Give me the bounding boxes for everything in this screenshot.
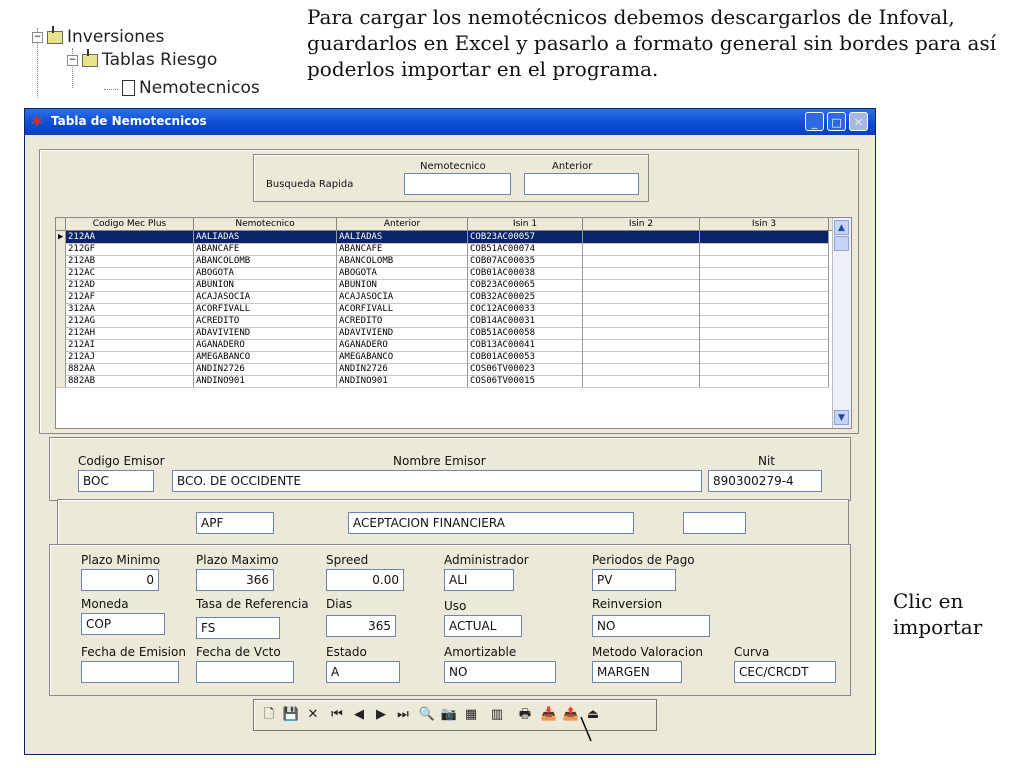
table-cell[interactable]: 212AI bbox=[66, 339, 194, 351]
nemotecnicos-window bbox=[24, 108, 876, 755]
table-cell[interactable]: ANDINO901 bbox=[337, 375, 468, 387]
fecha-emision-field[interactable] bbox=[81, 661, 179, 683]
table-row[interactable] bbox=[56, 375, 829, 388]
table-cell[interactable] bbox=[583, 279, 700, 291]
table-cell[interactable]: ANDIN2726 bbox=[337, 363, 468, 375]
table-cell[interactable] bbox=[700, 315, 829, 327]
table-cell[interactable]: ADAVIVIEND bbox=[337, 327, 468, 339]
nemotecnicos-table[interactable] bbox=[55, 217, 852, 429]
column-header[interactable]: Nemotecnico bbox=[194, 218, 337, 230]
codigo-emisor-label: Codigo Emisor bbox=[78, 454, 165, 468]
table-cell[interactable] bbox=[583, 327, 700, 339]
search-box bbox=[253, 154, 649, 202]
table-cell[interactable]: 212AB bbox=[66, 255, 194, 267]
table-cell[interactable]: COB01AC00053 bbox=[468, 351, 583, 363]
row-indicator[interactable] bbox=[56, 339, 66, 351]
tree-item-label: Tablas Riesgo bbox=[102, 50, 218, 70]
folder-icon bbox=[82, 54, 98, 67]
row-indicator[interactable]: ▶ bbox=[56, 231, 66, 243]
export-icon[interactable]: 📤 bbox=[562, 707, 580, 722]
amortizable-label: Amortizable bbox=[444, 645, 517, 659]
details-panel bbox=[49, 544, 851, 696]
table-cell[interactable] bbox=[700, 255, 829, 267]
table-cell[interactable]: AALIADAS bbox=[194, 231, 337, 243]
fecha-emision-label: Fecha de Emision bbox=[81, 645, 186, 659]
table-cell[interactable]: COB51AC00074 bbox=[468, 243, 583, 255]
table-cell[interactable]: COB13AC00041 bbox=[468, 339, 583, 351]
table-cell[interactable]: COB14AC00031 bbox=[468, 315, 583, 327]
fecha-vcto-label: Fecha de Vcto bbox=[196, 645, 281, 659]
window-title: Tabla de Nemotecnicos bbox=[51, 114, 207, 128]
prev-icon[interactable]: ◀ bbox=[354, 707, 364, 722]
row-indicator[interactable] bbox=[56, 315, 66, 327]
moneda-field[interactable]: COP bbox=[81, 613, 165, 635]
column-header[interactable]: Codigo Mec Plus bbox=[66, 218, 194, 230]
table-cell[interactable]: AMEGABANCO bbox=[194, 351, 337, 363]
scroll-down-button[interactable]: ▼ bbox=[834, 410, 849, 425]
tasa-label: Tasa de Referencia bbox=[196, 597, 309, 611]
column-header[interactable]: Anterior bbox=[337, 218, 468, 230]
title-bar[interactable] bbox=[25, 109, 875, 135]
table-cell[interactable]: ABUNION bbox=[337, 279, 468, 291]
table-cell[interactable]: 212AG bbox=[66, 315, 194, 327]
table-cell[interactable]: COC12AC00033 bbox=[468, 303, 583, 315]
table-cell[interactable] bbox=[583, 291, 700, 303]
uso-label: Uso bbox=[444, 599, 467, 613]
table-cell[interactable] bbox=[700, 351, 829, 363]
estado-field[interactable]: A bbox=[326, 661, 400, 683]
table-cell[interactable]: COB23AC00065 bbox=[468, 279, 583, 291]
row-indicator[interactable] bbox=[56, 279, 66, 291]
table-cell[interactable]: ABUNION bbox=[194, 279, 337, 291]
fecha-vcto-field[interactable] bbox=[196, 661, 294, 683]
tasa-field[interactable]: FS bbox=[196, 617, 280, 639]
nemotecnico-search-input[interactable] bbox=[404, 173, 511, 195]
nombre-emisor-label: Nombre Emisor bbox=[393, 454, 486, 468]
table-cell[interactable] bbox=[583, 339, 700, 351]
row-indicator[interactable] bbox=[56, 303, 66, 315]
row-indicator[interactable] bbox=[56, 291, 66, 303]
table-cell[interactable]: ACREDITO bbox=[194, 315, 337, 327]
tree-item-label: Inversiones bbox=[67, 27, 165, 47]
spreed-label: Spreed bbox=[326, 553, 369, 567]
plazo-minimo-field[interactable]: 0 bbox=[81, 569, 159, 591]
table-cell[interactable]: AGANADERO bbox=[194, 339, 337, 351]
minimize-button[interactable]: _ bbox=[805, 112, 824, 131]
dias-field[interactable]: 365 bbox=[326, 615, 396, 637]
table-cell[interactable] bbox=[583, 303, 700, 315]
moneda-label: Moneda bbox=[81, 597, 129, 611]
table-cell[interactable]: AALIADAS bbox=[337, 231, 468, 243]
table-cell[interactable]: ABOGOTA bbox=[194, 267, 337, 279]
record-toolbar bbox=[253, 699, 657, 731]
table-cell[interactable] bbox=[583, 351, 700, 363]
table-cell[interactable]: COB01AC00038 bbox=[468, 267, 583, 279]
table-cell[interactable]: 212AC bbox=[66, 267, 194, 279]
table-cell[interactable] bbox=[700, 279, 829, 291]
document-icon bbox=[122, 80, 135, 96]
table-cell[interactable] bbox=[583, 243, 700, 255]
table-cell[interactable]: AGANADERO bbox=[337, 339, 468, 351]
administrador-label: Administrador bbox=[444, 553, 529, 567]
table-cell[interactable] bbox=[583, 363, 700, 375]
table-cell[interactable]: 212AH bbox=[66, 327, 194, 339]
row-indicator[interactable] bbox=[56, 351, 66, 363]
row-indicator[interactable] bbox=[56, 255, 66, 267]
uso-field[interactable]: ACTUAL bbox=[444, 615, 522, 637]
anterior-search-input[interactable] bbox=[524, 173, 639, 195]
table-cell[interactable] bbox=[583, 267, 700, 279]
row-indicator[interactable] bbox=[56, 327, 66, 339]
periodos-label: Periodos de Pago bbox=[592, 553, 695, 567]
tree-item-nemotecnicos[interactable] bbox=[122, 78, 260, 98]
table-cell[interactable]: 212AJ bbox=[66, 351, 194, 363]
table-cell[interactable]: COS06TV00015 bbox=[468, 375, 583, 387]
row-indicator[interactable] bbox=[56, 267, 66, 279]
table-cell[interactable] bbox=[700, 339, 829, 351]
clase-extra-field[interactable] bbox=[683, 512, 746, 534]
collapse-icon[interactable]: − bbox=[68, 54, 77, 65]
codigo-emisor-field[interactable]: BOC bbox=[78, 470, 154, 492]
table-cell[interactable]: COB32AC00025 bbox=[468, 291, 583, 303]
row-indicator-header bbox=[56, 218, 66, 230]
amortizable-field[interactable]: NO bbox=[444, 661, 556, 683]
tree-item-label: Nemotecnicos bbox=[139, 78, 260, 98]
table-cell[interactable]: 882AA bbox=[66, 363, 194, 375]
table-cell[interactable]: 882AB bbox=[66, 375, 194, 387]
table-cell[interactable]: ACAJASOCIA bbox=[194, 291, 337, 303]
busqueda-rapida-label: Busqueda Rapida bbox=[266, 179, 354, 190]
tree-item-inversiones[interactable] bbox=[32, 27, 164, 47]
table-cell[interactable]: ABANCAFE bbox=[337, 243, 468, 255]
table-cell[interactable] bbox=[583, 255, 700, 267]
table-cell[interactable]: ABANCOLOMB bbox=[194, 255, 337, 267]
clase-code-field[interactable]: APF bbox=[196, 512, 274, 534]
table-cell[interactable] bbox=[583, 315, 700, 327]
curva-label: Curva bbox=[734, 645, 770, 659]
nemotecnico-search-label: Nemotecnico bbox=[420, 161, 486, 172]
find-icon[interactable]: 🔍 bbox=[418, 707, 436, 722]
table-cell[interactable]: COB51AC00058 bbox=[468, 327, 583, 339]
column-header[interactable]: Isin 2 bbox=[583, 218, 700, 230]
row-indicator[interactable] bbox=[56, 375, 66, 387]
nit-label: Nit bbox=[758, 454, 776, 468]
reinversion-label: Reinversion bbox=[592, 597, 663, 611]
row-indicator[interactable] bbox=[56, 243, 66, 255]
dias-label: Dias bbox=[326, 597, 353, 611]
periodos-field[interactable]: PV bbox=[592, 569, 676, 591]
table-cell[interactable] bbox=[583, 231, 700, 243]
scroll-thumb[interactable] bbox=[834, 236, 849, 251]
table-cell[interactable]: ANDIN2726 bbox=[194, 363, 337, 375]
clase-panel bbox=[57, 499, 849, 545]
table-cell[interactable]: ANDINO901 bbox=[194, 375, 337, 387]
table-cell[interactable]: COB07AC00035 bbox=[468, 255, 583, 267]
app-icon: ✱ bbox=[31, 114, 43, 130]
import-icon[interactable]: 📥 bbox=[540, 707, 558, 722]
metodo-label: Metodo Valoracion bbox=[592, 645, 704, 659]
nit-field[interactable]: 890300279-4 bbox=[708, 470, 822, 492]
anterior-search-label: Anterior bbox=[552, 161, 593, 172]
table-cell[interactable] bbox=[700, 327, 829, 339]
table-cell[interactable] bbox=[700, 303, 829, 315]
close-button[interactable]: ✕ bbox=[849, 112, 868, 131]
row-indicator[interactable] bbox=[56, 363, 66, 375]
table-cell[interactable]: 212AD bbox=[66, 279, 194, 291]
last-icon[interactable]: ⏭ bbox=[397, 707, 409, 722]
vertical-scrollbar[interactable] bbox=[832, 218, 851, 428]
table-cell[interactable]: ADAVIVIEND bbox=[194, 327, 337, 339]
tree-item-tablas-riesgo[interactable] bbox=[67, 50, 217, 70]
reinversion-field[interactable]: NO bbox=[592, 615, 710, 637]
collapse-icon[interactable]: − bbox=[33, 31, 42, 42]
table-cell[interactable] bbox=[700, 231, 829, 243]
maximize-button[interactable]: □ bbox=[827, 112, 846, 131]
plazo-minimo-label: Plazo Minimo bbox=[81, 553, 161, 567]
mouse-pointer-icon bbox=[579, 715, 593, 743]
table-cell[interactable]: ACORFIVALL bbox=[194, 303, 337, 315]
scroll-up-button[interactable]: ▲ bbox=[834, 220, 849, 235]
table-cell[interactable]: 312AA bbox=[66, 303, 194, 315]
next-icon[interactable]: ▶ bbox=[376, 707, 386, 722]
table-cell[interactable]: 212AA bbox=[66, 231, 194, 243]
administrador-field[interactable]: ALI bbox=[444, 569, 514, 591]
table-cell[interactable]: COB23AC00057 bbox=[468, 231, 583, 243]
spreed-field[interactable]: 0.00 bbox=[326, 569, 404, 591]
table-cell[interactable]: AMEGABANCO bbox=[337, 351, 468, 363]
table-header bbox=[56, 218, 851, 231]
table-cell[interactable] bbox=[700, 363, 829, 375]
chart-icon[interactable]: ▥ bbox=[490, 707, 504, 722]
side-note: Clic en importar bbox=[893, 589, 983, 639]
table-cell[interactable] bbox=[700, 243, 829, 255]
clase-name-field[interactable]: ACEPTACION FINANCIERA bbox=[348, 512, 634, 534]
exit-icon[interactable]: ⏏ bbox=[586, 707, 600, 722]
nombre-emisor-field[interactable]: BCO. DE OCCIDENTE bbox=[172, 470, 702, 492]
table-cell[interactable]: ABANCAFE bbox=[194, 243, 337, 255]
column-header[interactable]: Isin 3 bbox=[700, 218, 829, 230]
table-cell[interactable] bbox=[700, 375, 829, 387]
estado-label: Estado bbox=[326, 645, 367, 659]
table-cell[interactable]: ACAJASOCIA bbox=[337, 291, 468, 303]
first-icon[interactable]: ⏮ bbox=[331, 707, 343, 722]
folder-icon bbox=[47, 31, 63, 44]
table-cell[interactable]: ACREDITO bbox=[337, 315, 468, 327]
table-cell[interactable]: ABANCOLOMB bbox=[337, 255, 468, 267]
table-cell[interactable]: ABOGOTA bbox=[337, 267, 468, 279]
tree-line bbox=[104, 89, 118, 90]
table-cell[interactable]: ACORFIVALL bbox=[337, 303, 468, 315]
camera-icon[interactable]: 📷 bbox=[440, 707, 458, 722]
emisor-panel bbox=[49, 437, 851, 501]
table-cell[interactable]: 212GF bbox=[66, 243, 194, 255]
plazo-maximo-label: Plazo Maximo bbox=[196, 553, 279, 567]
table-cell[interactable] bbox=[700, 267, 829, 279]
plazo-maximo-field[interactable]: 366 bbox=[196, 569, 274, 591]
metodo-field[interactable]: MARGEN bbox=[592, 661, 682, 683]
curva-field[interactable]: CEC/CRCDT bbox=[734, 661, 836, 683]
print-icon[interactable]: 🖶 bbox=[518, 707, 532, 722]
table-cell[interactable] bbox=[700, 291, 829, 303]
new-icon[interactable]: 🗋 bbox=[263, 707, 275, 722]
save-icon[interactable]: 💾 bbox=[282, 707, 300, 722]
table-cell[interactable]: COS06TV00023 bbox=[468, 363, 583, 375]
column-header[interactable]: Isin 1 bbox=[468, 218, 583, 230]
table-cell[interactable] bbox=[583, 375, 700, 387]
grid-icon[interactable]: ▦ bbox=[464, 707, 478, 722]
instruction-caption: Para cargar los nemotécnicos debemos descargarlos de Infoval, guardarlos en Excel y pasarlo a formato general sin bordes para así poderlos importar en el programa. bbox=[307, 5, 997, 81]
delete-icon[interactable]: ✕ bbox=[307, 707, 319, 722]
table-cell[interactable]: 212AF bbox=[66, 291, 194, 303]
